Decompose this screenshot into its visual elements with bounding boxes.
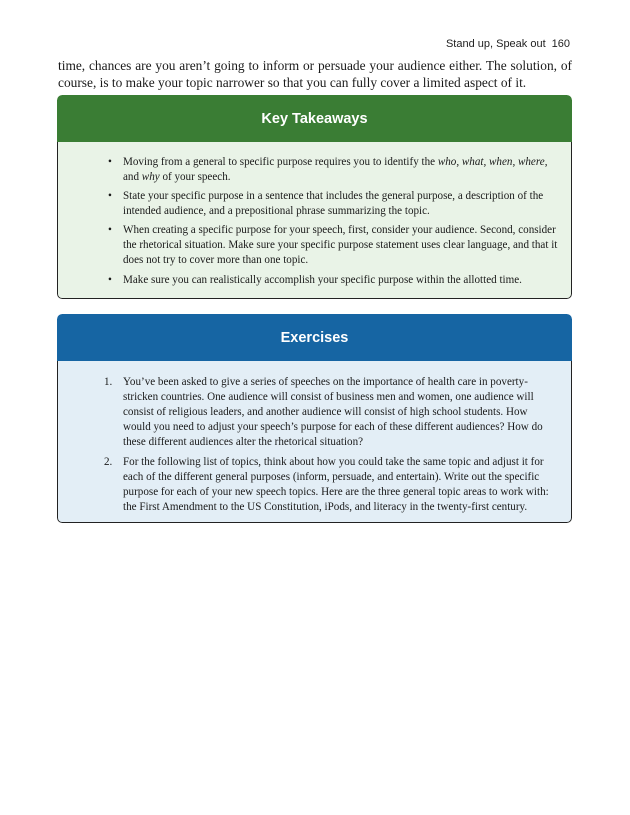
bullet-icon: • xyxy=(108,190,112,203)
takeaway-item xyxy=(104,223,559,268)
takeaway-item xyxy=(104,273,559,288)
key-takeaways-list xyxy=(104,155,559,288)
exercises-box xyxy=(57,314,572,523)
exercises-heading: Exercises xyxy=(57,314,572,361)
takeaway-text: When creating a specific purpose for your speech, first, consider your audience. Second, consider the rhetorical situation. Make sure your specific purpose statement uses clear language, and that it does not try to cover more than one topic. xyxy=(123,224,558,267)
running-head xyxy=(446,38,570,50)
key-takeaways-box xyxy=(57,95,572,299)
key-takeaways-heading: Key Takeaways xyxy=(57,95,572,142)
exercise-text: You’ve been asked to give a series of speeches on the importance of health care in poverty-stricken countries. One audience will consist of business men and women, one audience will consist of religious leaders, and another audience will consist of high school students. How would you need to adjust your speech’s purpose for each of these different audiences? How do these different audiences alter the rhetorical situation? xyxy=(123,376,543,448)
bullet-icon: • xyxy=(108,156,112,168)
takeaway-emphasis: who, what, when, where xyxy=(437,156,545,168)
key-takeaways-body xyxy=(57,142,572,299)
exercise-item xyxy=(104,455,557,515)
page-number: 160 xyxy=(551,38,570,50)
takeaway-item xyxy=(104,155,559,185)
bullet-icon: • xyxy=(108,224,112,237)
takeaway-text: Moving from a general to specific purpose requires you to identify the xyxy=(123,156,438,168)
exercise-number: 1. xyxy=(104,376,113,388)
exercise-number: 2. xyxy=(104,455,113,468)
exercise-text: For the following list of topics, think about how you could take the same topic and adjust it for each of the different general purposes (inform, persuade, and entertain). Write out the specific purpose for each of your new speech topics. Here are the three general topic areas to work with: the First Amendment to the US Constitution, iPods, and literacy in the twenty-first century. xyxy=(123,455,549,513)
takeaway-item xyxy=(104,189,559,219)
takeaway-text: State your specific purpose in a sentence that includes the general purpose, a description of the intended audience, and a prepositional phrase summarizing the topic. xyxy=(123,190,544,218)
takeaway-text: Make sure you can realistically accomplish your specific purpose within the allotted time. xyxy=(123,273,522,286)
exercises-body xyxy=(57,361,572,523)
exercises-list xyxy=(104,375,557,515)
intro-paragraph: time, chances are you aren’t going to inform or persuade your audience either. The solution, of course, is to make your topic narrower so that you can fully cover a limited aspect of it. xyxy=(58,58,572,90)
running-head-title: Stand up, Speak out xyxy=(445,38,546,50)
takeaway-emphasis: why xyxy=(141,171,160,183)
exercise-item xyxy=(104,375,557,450)
bullet-icon: • xyxy=(108,273,112,286)
takeaway-text: , and xyxy=(123,156,548,183)
takeaway-text: of your speech. xyxy=(159,171,231,183)
